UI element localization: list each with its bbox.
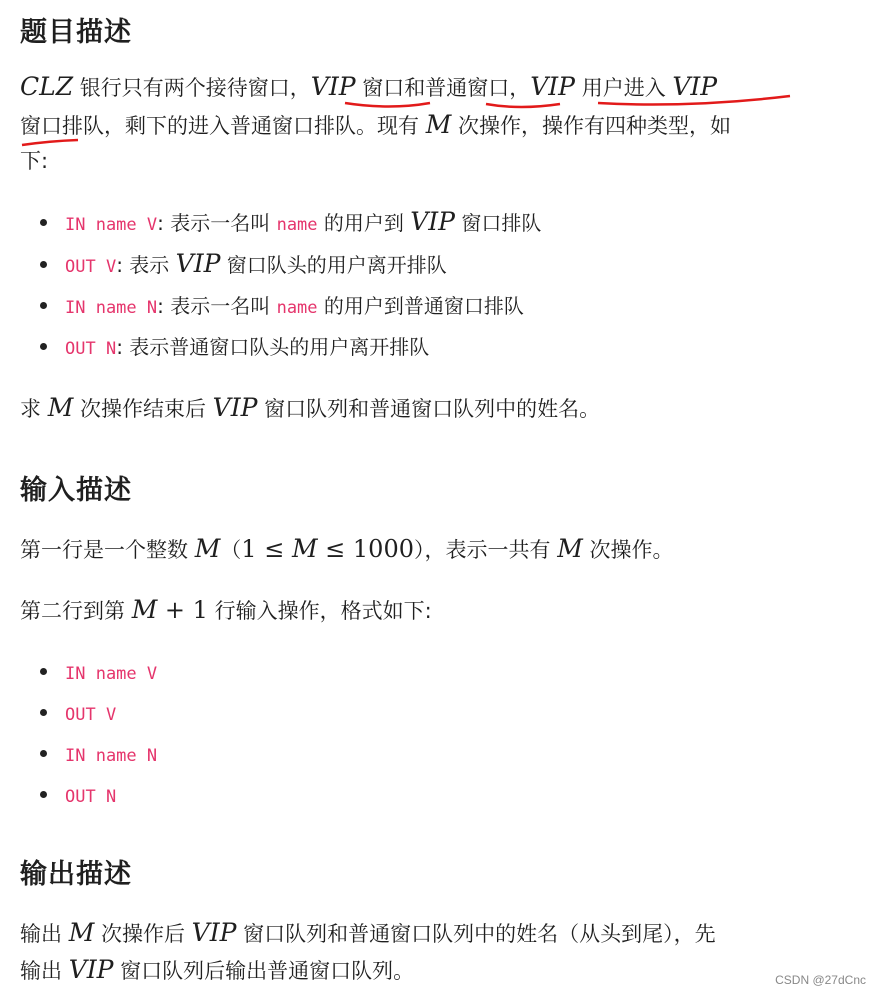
code: OUT N (65, 339, 117, 359)
output-line-1 (20, 914, 716, 953)
math-m: M (557, 534, 583, 563)
text: 和 (404, 76, 426, 100)
text: 次操作后 (94, 922, 192, 946)
bullet-icon (40, 261, 47, 268)
text: 输出 (20, 959, 69, 983)
math-vip: VIP (672, 72, 718, 101)
list-item (40, 331, 429, 360)
bullet-icon (40, 302, 47, 309)
list-item (40, 742, 157, 766)
math: 1 ≤ (241, 535, 292, 563)
input-line-1 (20, 530, 673, 569)
text: 次操作，操作有四种类型，如 (451, 114, 731, 138)
text: ， (509, 76, 531, 100)
text: 用户进入 (575, 76, 673, 100)
text: ），表示一共有 (414, 538, 558, 562)
text: 窗口排队 (455, 211, 542, 235)
code: OUT V (65, 705, 117, 725)
text: 窗口队列和普通窗口队列中的姓名。 (257, 397, 601, 421)
math-clz: CLZ (20, 72, 74, 101)
section-title-description: 题目描述 (20, 17, 132, 48)
bullet-icon (40, 219, 47, 226)
math-vip: VIP (530, 72, 576, 101)
text: 窗口 (355, 76, 405, 100)
code: IN name N (65, 298, 158, 318)
paragraph-line-1 (20, 68, 717, 107)
code: OUT N (65, 787, 117, 807)
math-m: M (425, 110, 452, 139)
text: 窗口排队 (20, 114, 104, 138)
math-m: M (47, 393, 74, 422)
math-m: M (291, 534, 318, 563)
text: ，剩下的进入普通窗口排队。现有 (104, 114, 426, 138)
text: 行输入操作，格式如下: (207, 599, 432, 623)
section-title-output: 输出描述 (20, 859, 132, 890)
bullet-icon (40, 791, 47, 798)
text: （ (220, 538, 242, 562)
math-vip: VIP (175, 249, 221, 278)
text: 的用户到 (317, 211, 411, 235)
text: 普通窗口 (425, 76, 510, 100)
math: + 1 (157, 596, 208, 624)
math-vip: VIP (68, 955, 114, 984)
text: 第一行是一个整数 (20, 538, 195, 562)
bullet-icon (40, 750, 47, 757)
list-item (40, 207, 541, 236)
math-m: M (68, 918, 95, 947)
text: : 表示一名叫 (157, 294, 277, 318)
text: 第二行到第 (20, 599, 132, 623)
bullet-icon (40, 709, 47, 716)
code: IN name N (65, 746, 158, 766)
paragraph-line-2 (20, 106, 731, 145)
section-title-input: 输入描述 (20, 475, 132, 506)
math-m: M (131, 595, 158, 624)
text: 窗口队头的用户离开排队 (220, 253, 447, 277)
math: ≤ 1000 (317, 535, 414, 563)
text: 输出 (20, 922, 69, 946)
text: 次操作结束后 (73, 397, 213, 421)
paragraph-summary (20, 389, 600, 428)
paragraph-line-3: 下: (20, 149, 49, 173)
math-m: M (194, 534, 221, 563)
watermark: CSDN @27dCnc (775, 973, 866, 987)
list-item (40, 660, 157, 684)
output-line-2 (20, 951, 414, 990)
list-item (40, 701, 116, 725)
text: : 表示普通窗口队头的用户离开排队 (116, 335, 430, 359)
math-vip: VIP (191, 918, 237, 947)
code: OUT V (65, 257, 117, 277)
list-item (40, 783, 116, 807)
bullet-icon (40, 343, 47, 350)
text: 银行只有两个接待窗口， (73, 76, 311, 100)
list-item (40, 290, 524, 319)
code: name (276, 298, 318, 318)
input-line-2 (20, 591, 432, 630)
text: 窗口队列后输出普通窗口队列。 (113, 959, 415, 983)
code: name (276, 215, 318, 235)
list-item (40, 249, 447, 278)
text: : 表示一名叫 (157, 211, 277, 235)
text: 次操作。 (582, 538, 674, 562)
code: IN name V (65, 664, 158, 684)
text: : 表示 (116, 253, 176, 277)
text: 求 (20, 397, 48, 421)
bullet-icon (40, 668, 47, 675)
math-vip: VIP (212, 393, 258, 422)
text: 的用户到普通窗口排队 (317, 294, 524, 318)
math-vip: VIP (410, 207, 456, 236)
math-vip: VIP (310, 72, 356, 101)
text: 窗口队列和普通窗口队列中的姓名（从头到尾），先 (236, 922, 716, 946)
code: IN name V (65, 215, 158, 235)
